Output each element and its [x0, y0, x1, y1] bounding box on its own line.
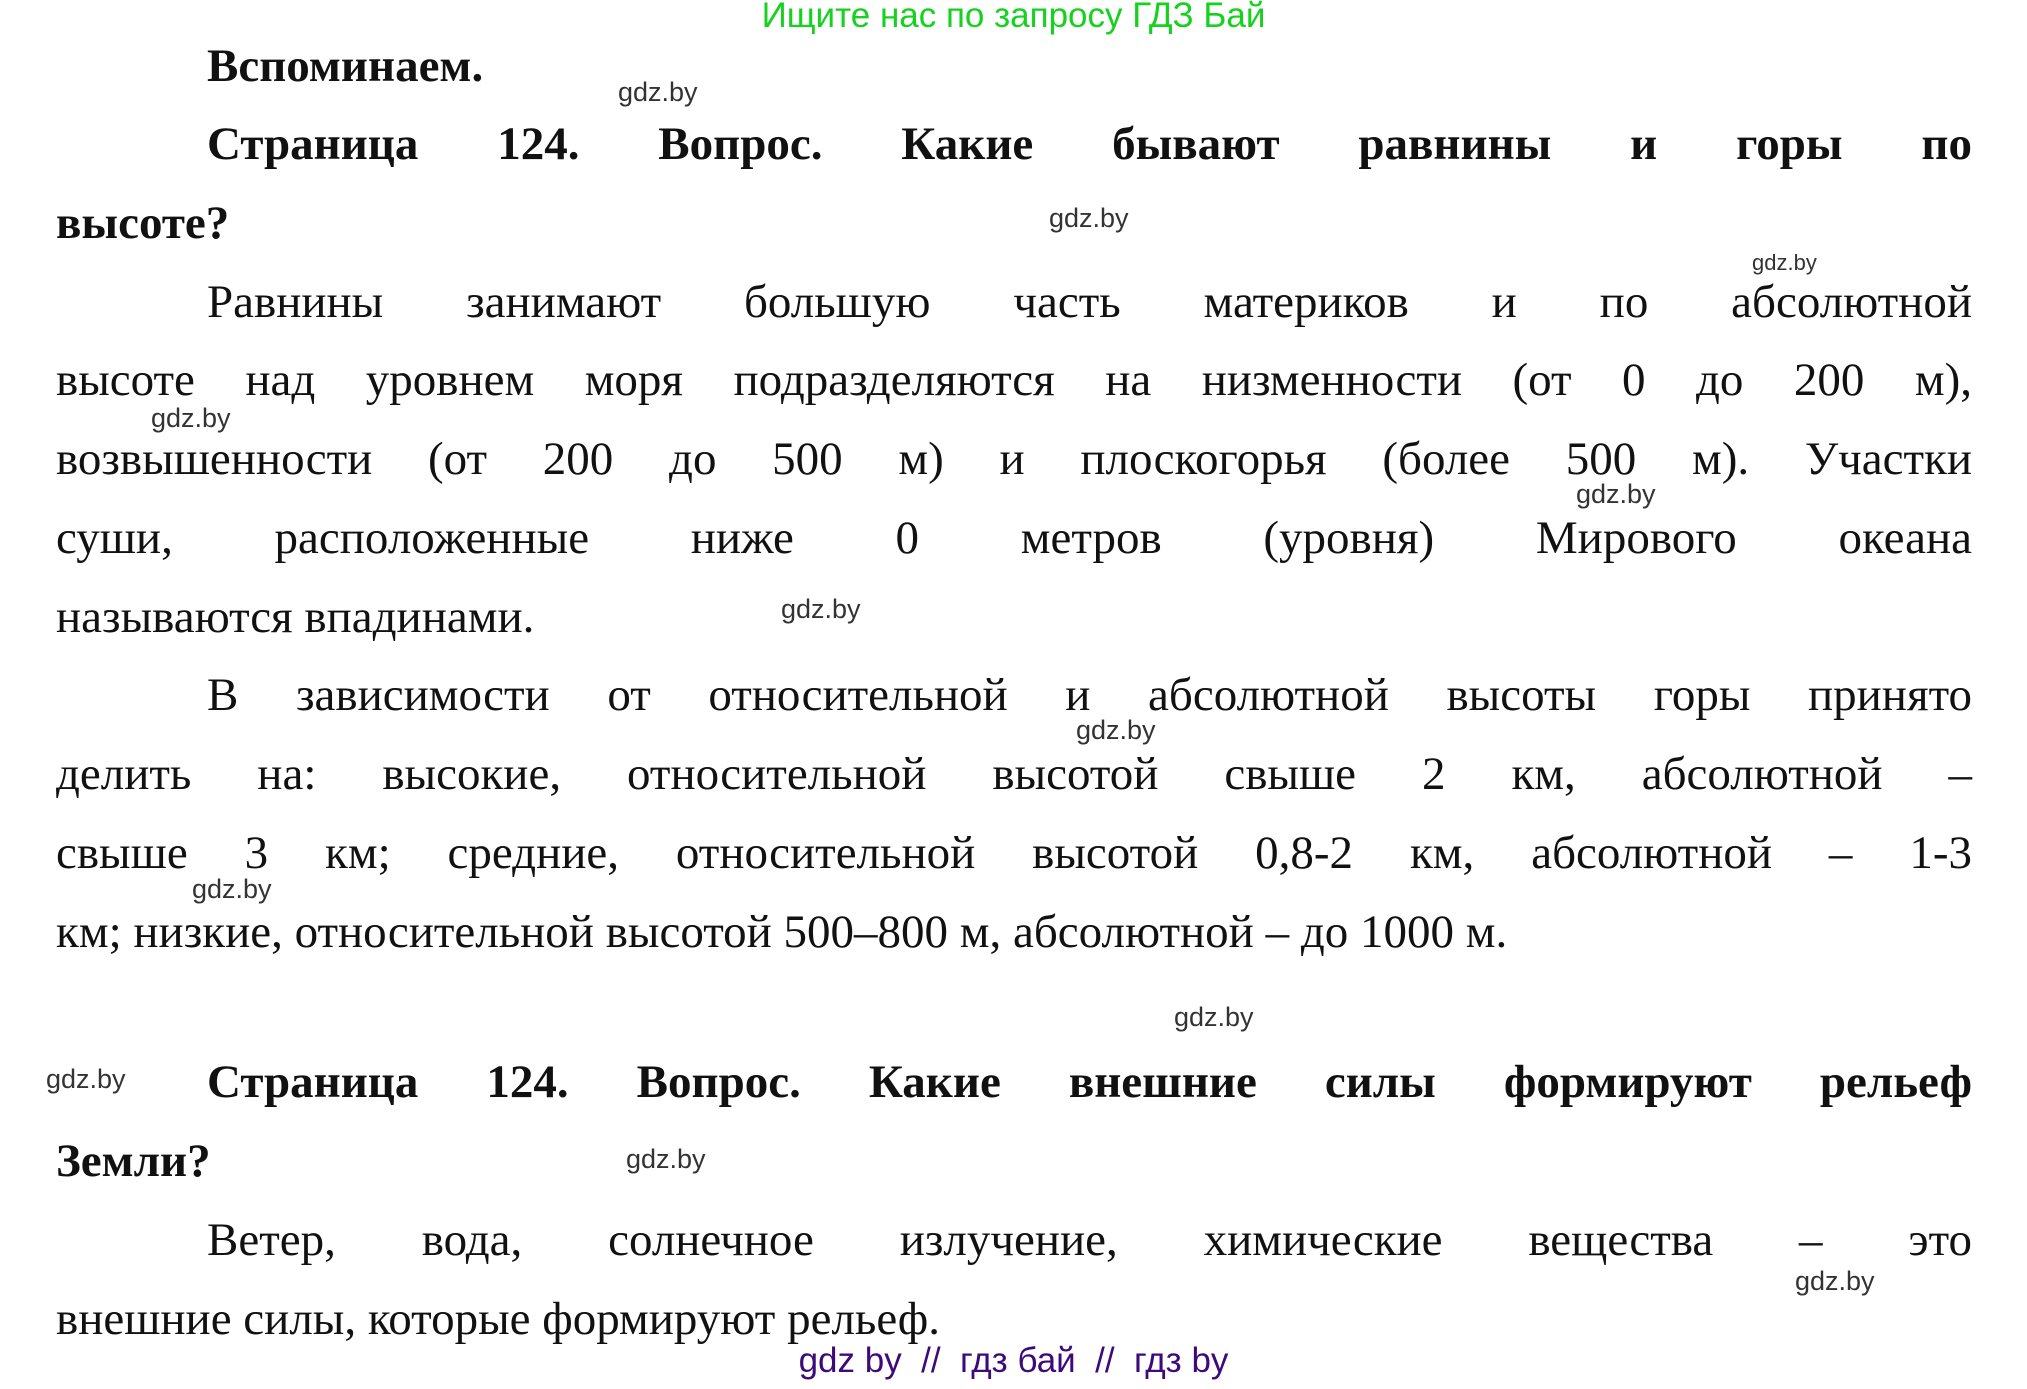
paragraph-2-line: делить на: высокие, относительной высотой свыше 2 км, абсолютной –: [56, 748, 1972, 800]
watermark: gdz.by: [192, 874, 272, 904]
question-2-line: Страница 124. Вопрос. Какие внешние силы формируют рельеф: [207, 1056, 1972, 1108]
watermark: gdz.by: [46, 1064, 126, 1094]
paragraph-1-line: суши, расположенные ниже 0 метров (уровня) Мирового океана: [56, 512, 1972, 564]
top-banner: Ищите нас по запросу ГДЗ Бай: [761, 0, 1266, 35]
watermark: gdz.by: [781, 594, 861, 624]
paragraph-3-line: внешние силы, которые формируют рельеф.: [56, 1293, 940, 1345]
watermark: gdz.by: [1795, 1266, 1875, 1296]
watermark: gdz.by: [1576, 479, 1656, 509]
paragraph-3-line: Ветер, вода, солнечное излучение, химические вещества – это: [207, 1214, 1972, 1266]
watermark: gdz.by: [151, 403, 231, 433]
watermark: gdz.by: [1076, 715, 1156, 745]
paragraph-2-line: В зависимости от относительной и абсолютной высоты горы принято: [207, 669, 1972, 721]
footer-links: gdz by // гдз бай // гдз by: [798, 1341, 1229, 1380]
watermark: gdz.by: [1174, 1002, 1254, 1032]
watermark: gdz.by: [626, 1144, 706, 1174]
paragraph-1-line: высоте над уровнем моря подразделяются на низменности (от 0 до 200 м),: [56, 354, 1972, 406]
paragraph-1-line: Равнины занимают большую часть материков и по абсолютной: [207, 276, 1972, 328]
paragraph-1-line: возвышенности (от 200 до 500 м) и плоскогорья (более 500 м). Участки: [56, 433, 1972, 485]
section-title: Вспоминаем.: [207, 40, 484, 92]
watermark: gdz.by: [618, 77, 698, 107]
watermark: gdz.by: [1752, 250, 1817, 275]
question-1-line: высоте?: [56, 197, 230, 249]
question-1-line: Страница 124. Вопрос. Какие бывают равнины и горы по: [207, 118, 1972, 170]
watermark: gdz.by: [1049, 203, 1129, 233]
paragraph-2-line: км; низкие, относительной высотой 500–800 м, абсолютной – до 1000 м.: [56, 906, 1508, 958]
paragraph-2-line: свыше 3 км; средние, относительной высотой 0,8-2 км, абсолютной – 1-3: [56, 827, 1972, 879]
paragraph-1-line: называются впадинами.: [56, 591, 535, 643]
question-2-line: Земли?: [56, 1135, 211, 1187]
